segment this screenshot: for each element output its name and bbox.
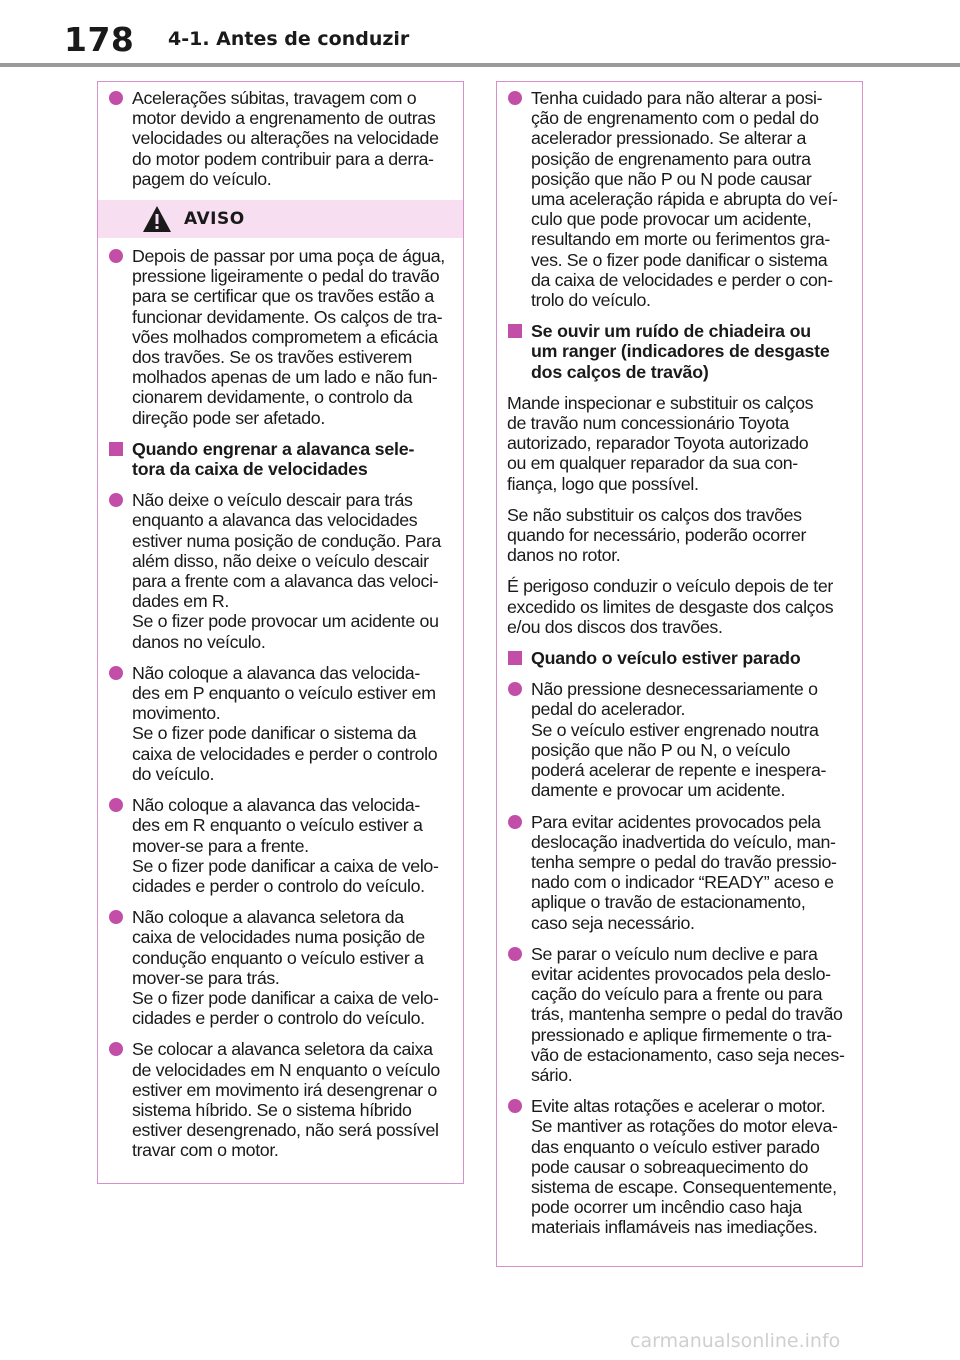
bullet-icon [508, 947, 522, 961]
text-line: resultando em morte ou ferimentos gra- [531, 229, 831, 250]
text-line: pode causar o sobreaquecimento do [531, 1156, 809, 1177]
text-line: pedal do acelerador. [531, 699, 686, 720]
header-rule [0, 63, 960, 67]
text-line: para a frente com a alavanca das veloci- [132, 571, 439, 592]
text-line: sário. [531, 1064, 573, 1085]
text-line: travar com o motor. [132, 1140, 279, 1161]
text-line: Evite altas rotações e acelerar o motor. [531, 1096, 826, 1117]
text-line: Se ouvir um ruído de chiadeira ou [531, 321, 811, 342]
list-item [108, 490, 453, 652]
text-line: nado com o indicador “READY” aceso e [531, 872, 834, 893]
text-line: posição de engrenamento para outra [531, 148, 811, 169]
list-item [108, 1039, 453, 1160]
text-line: Quando o veículo estiver parado [531, 648, 801, 669]
text-line: danos no rotor. [507, 545, 621, 566]
bullet-icon [109, 493, 123, 507]
text-line: Se parar o veículo num declive e para [531, 943, 818, 964]
text-line: das enquanto o veículo estiver parado [531, 1136, 820, 1157]
list-item [108, 88, 453, 189]
text-line: damente e provocar um acidente. [531, 780, 786, 801]
text-line: Se o fizer pode danificar o sistema da [132, 723, 417, 744]
text-line: Não coloque a alavanca das velocida- [132, 795, 420, 816]
text-line: caixa de velocidades numa posição de [132, 927, 425, 948]
text-line: do motor podem contribuir para a derra- [132, 148, 434, 169]
text-line: direção pode ser afetado. [132, 407, 325, 428]
right-column-box [496, 81, 863, 1267]
bullet-icon [508, 91, 522, 105]
text-line: deslocação inadvertida do veículo, man- [531, 831, 836, 852]
text-line: vões molhados comprometem a eficácia [132, 326, 438, 347]
text-line: cação do veículo para a frente ou para [531, 984, 823, 1005]
text-line: posição que não P ou N pode causar [531, 168, 812, 189]
text-line: e/ou dos discos dos travões. [507, 616, 723, 637]
text-line: aplique o travão de estacionamento, [531, 892, 806, 913]
text-line: funcionar devidamente. Os calços de tra- [132, 306, 443, 327]
left-column-box [97, 81, 464, 1184]
bullet-icon [109, 91, 123, 105]
text-line: pressione ligeiramente o pedal do travão [132, 266, 440, 287]
text-line: da caixa de velocidades e perder o con- [531, 269, 833, 290]
text-line: além disso, não deixe o veículo descair [132, 550, 429, 571]
text-line: Não pressione desnecessariamente o [531, 679, 818, 700]
text-line: caso seja necessário. [531, 912, 695, 933]
text-line: excedido os limites de desgaste dos calços [507, 596, 834, 617]
text-line: evitar acidentes provocados pela deslo- [531, 963, 831, 984]
list-item [507, 944, 852, 1085]
chapter-title: 4-1. Antes de conduzir [168, 28, 410, 50]
bullet-icon [109, 910, 123, 924]
text-line: É perigoso conduzir o veículo depois de ter [507, 576, 833, 597]
text-line: estiver numa posição de condução. Para [132, 530, 441, 551]
list-item [507, 88, 852, 310]
text-line: Não coloque a alavanca das velocida- [132, 662, 420, 683]
text-line: pode ocorrer um incêndio caso haja [531, 1197, 802, 1218]
list-item [507, 1096, 852, 1237]
text-line: Para evitar acidentes provocados pela [531, 811, 821, 832]
text-line: tenha sempre o pedal do travão pressio- [531, 851, 837, 872]
text-line: estiver desengrenado, não será possível [132, 1120, 439, 1141]
text-line: Tenha cuidado para não alterar a posi- [531, 88, 823, 108]
text-line: cidades e perder o controlo do veículo. [132, 1008, 425, 1029]
text-line: velocidades ou alterações na velocidade [132, 128, 439, 149]
bullet-icon [508, 1099, 522, 1113]
text-line: cidades e perder o controlo do veículo. [132, 875, 425, 896]
text-line: dos calços de travão) [531, 361, 709, 382]
watermark: carmanualsonline.info [630, 1330, 841, 1352]
text-line: posição que não P ou N, o veículo [531, 739, 790, 760]
warning-triangle-icon [142, 205, 172, 233]
text-line: ou em qualquer reparador da sua con- [507, 453, 798, 474]
bullet-icon [508, 682, 522, 696]
text-line: condução enquanto o veículo estiver a [132, 947, 424, 968]
text-line: quando for necessário, poderão ocorrer [507, 525, 807, 546]
text-line: mover-se para trás. [132, 967, 280, 988]
text-line: vão de estacionamento, caso seja neces- [531, 1044, 845, 1065]
text-line: sistema de escape. Consequentemente, [531, 1176, 837, 1197]
text-line: mover-se para a frente. [132, 835, 309, 856]
list-item [507, 679, 852, 800]
text-line: trás, mantenha sempre o pedal do travão [531, 1004, 843, 1025]
bullet-icon [109, 249, 123, 263]
text-line: movimento. [132, 703, 221, 724]
text-line: Se não substituir os calços dos travões [507, 504, 802, 525]
text-line: ção de engrenamento com o pedal do [531, 108, 819, 129]
list-item [108, 663, 453, 784]
text-line: des em P enquanto o veículo estiver em [132, 683, 436, 704]
bullet-icon [508, 815, 522, 829]
text-line: acelerador pressionado. Se alterar a [531, 128, 807, 149]
text-line: caixa de velocidades e perder o controlo [132, 743, 438, 764]
text-line: cionarem devidamente, o controlo da [132, 387, 413, 408]
text-line: des em R enquanto o veículo estiver a [132, 815, 423, 836]
text-line: Se o fizer pode provocar um acidente ou [132, 611, 439, 632]
text-line: Mande inspecionar e substituir os calços [507, 392, 814, 413]
text-line: estiver em movimento irá desengrenar o [132, 1079, 437, 1100]
paragraph [507, 393, 852, 494]
text-line: Não coloque a alavanca seletora da [132, 907, 404, 928]
square-bullet-icon [508, 324, 522, 338]
text-line: Se mantiver as rotações do motor eleva- [531, 1116, 838, 1137]
page-number: 178 [64, 20, 135, 59]
text-line: do veículo. [132, 763, 215, 784]
list-item [108, 246, 453, 428]
text-line: ves. Se o fizer pode danificar o sistema [531, 249, 828, 270]
list-item [507, 812, 852, 933]
text-line: materiais inflamáveis nas imediações. [531, 1217, 818, 1238]
text-line: de velocidades em N enquanto o veículo [132, 1059, 440, 1080]
warning-label: AVISO [184, 209, 245, 230]
text-line: motor devido a engrenamento de outras [132, 108, 436, 129]
square-bullet-icon [109, 442, 123, 456]
text-line: autorizado, reparador Toyota autorizado [507, 433, 809, 454]
text-line: uma aceleração rápida e abrupta do veí- [531, 189, 838, 210]
text-line: de travão num concessionário Toyota [507, 413, 789, 434]
text-line: sistema híbrido. Se o sistema híbrido [132, 1099, 412, 1120]
text-line: danos no veículo. [132, 631, 266, 652]
text-line: Se o fizer pode danificar a caixa de velo- [132, 855, 439, 876]
text-line: molhados apenas de um lado e não fun- [132, 367, 438, 388]
text-line: Se colocar a alavanca seletora da caixa [132, 1039, 433, 1060]
text-line: Não deixe o veículo descair para trás [132, 490, 413, 511]
list-item [108, 907, 453, 1028]
text-line: Se o fizer pode danificar a caixa de velo- [132, 987, 439, 1008]
text-line: dos travões. Se os travões estiverem [132, 347, 412, 368]
text-line: pressionado e aplique firmemente o tra- [531, 1024, 832, 1045]
section-heading [507, 321, 852, 382]
bullet-icon [109, 798, 123, 812]
paragraph [507, 576, 852, 637]
text-line: culo que pode provocar um acidente, [531, 209, 812, 230]
text-line: Acelerações súbitas, travagem com o [132, 88, 417, 108]
section-heading [507, 648, 852, 668]
page-header [0, 0, 960, 64]
bullet-icon [109, 1042, 123, 1056]
paragraph [507, 505, 852, 566]
text-line: Se o veículo estiver engrenado noutra [531, 719, 819, 740]
square-bullet-icon [508, 651, 522, 665]
text-line: dades em R. [132, 591, 229, 612]
text-line: enquanto a alavanca das velocidades [132, 510, 418, 531]
text-line: fiança, logo que possível. [507, 473, 699, 494]
text-line: pagem do veículo. [132, 168, 272, 189]
list-item [108, 795, 453, 896]
text-line: trolo do veículo. [531, 290, 651, 311]
text-line: Quando engrenar a alavanca sele- [132, 438, 415, 459]
text-line: um ranger (indicadores de desgaste [531, 341, 830, 362]
text-line: poderá acelerar de repente e inespera- [531, 760, 827, 781]
section-heading [108, 439, 453, 479]
bullet-icon [109, 666, 123, 680]
warning-banner [98, 200, 463, 238]
text-line: Depois de passar por uma poça de água, [132, 246, 445, 267]
text-line: para se certificar que os travões estão a [132, 286, 434, 307]
text-line: tora da caixa de velocidades [132, 459, 368, 480]
